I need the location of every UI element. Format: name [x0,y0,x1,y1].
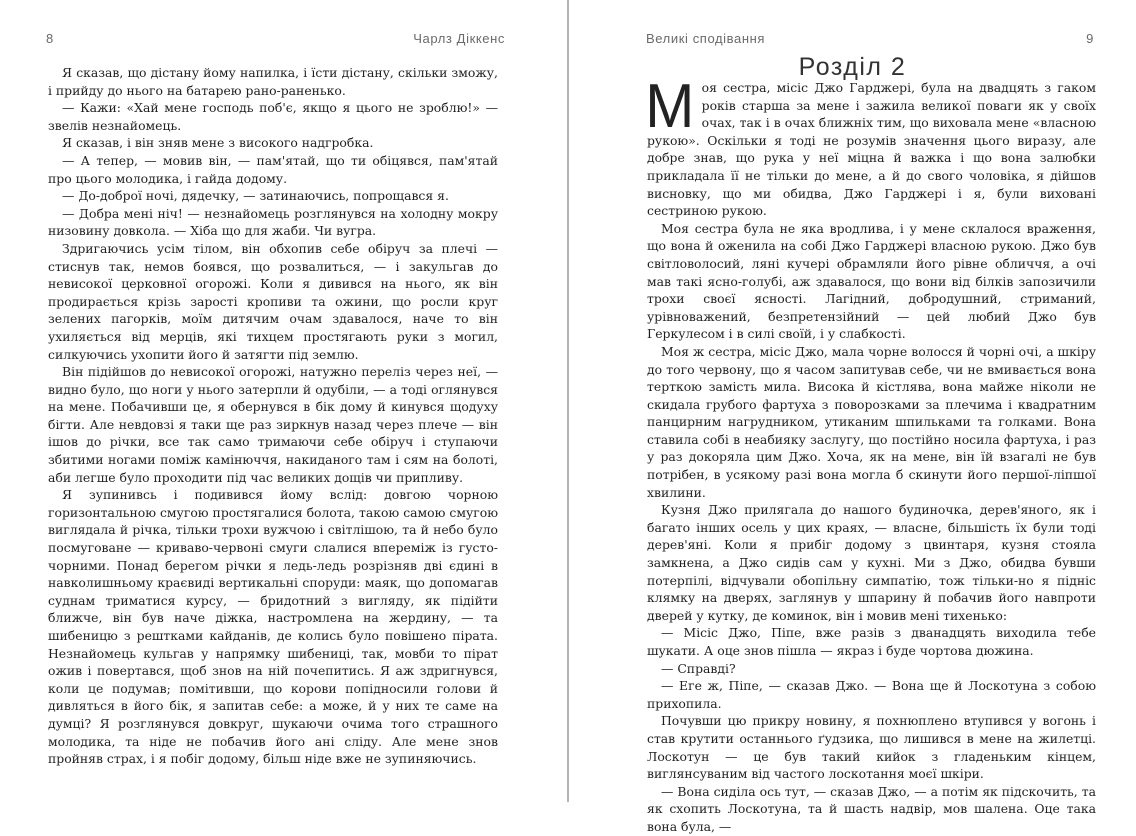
paragraph: — Справді? [661,660,736,676]
paragraph: — Добра мені ніч! — незнайомець розглянувся на холодну мокру низовину довкола. — Хіба що для жаби. Чи вугра. [48,205,498,239]
paragraph: Моя сестра була не яка вродлива, і у мене склалося враження, що вона й оженила на собі Джо Гарджері власною рукою. Джо був світловолосий, ляні кучері обрамляли його рівне обличчя, а очі мав такі ясно-голубі, аж здавалося, що вони від білків запозичили трохи своєї ясності. Лагідний, добродушний, стриманий, урівноважений, безпретензійний — цей любий Джо був Геркулесом і в силі своїй, і у слабкості. [647,220,1096,342]
first-paragraph-text: оя сестра, місіс Джо Гарджері, була на двадцять з гаком років старша за мене і зажила великої поваги як у своїх очах, так і в очах ближніх тим, що виховала мене «власною рукою». Оскільки я тоді не розумів значення цього виразу, але добре знав, що рука у неї міцна й важка і що вона залюбки прикладала її не тільки до мене, а й до свого чоловіка, я дійшов висновку, що ми обидва, Джо Гарджері і я, були виховані сестриною рукою. [647,80,1096,219]
paragraph: — До-доброї ночі, дядечку, — затинаючись, попрощався я. [62,188,449,204]
drop-cap: М [645,72,695,141]
paragraph: Кузня Джо прилягала до нашого будиночка, дерев'яного, як і багато інших осель у цих краях, — власне, більшість їх були тоді дерев'яні. Коли я прибіг додому з цвинтаря, кузня стояла замкнена, а Джо сидів сам у кухні. Ми з Джо, обидва бувши потерпілі, відчували обопільну симпатію, тож тільки-но я підніс клямку на дверях, заглянув у шпарину й побачив його навпроти дверей у кутку, де коминок, він і мовив мені тихенько: [647,502,1096,623]
paragraph: Він підійшов до невисокої огорожі, натужно переліз через неї, — видно було, що ноги у нього затерпли й одубіли, — а тоді оглянувся на мене. Побачивши це, я обернувся в бік дому й кинувся щодуху бігти. Але невдовзі я таки ще раз зиркнув назад через плече — він ішов до річки, все так само тримаючи себе обіруч і ступаючи збитими ногами поміж камінюччя, накиданого там і сям на болоті, аби легше було проходити під час великих дощів чи припливу. [48,364,498,485]
running-title-book: Великі сподівання [646,31,766,46]
right-page [569,0,1136,834]
first-paragraph [645,72,1096,220]
paragraph: — А тепер, — мовив він, — пам'ятай, що ти обіцявся, пам'ятай про цього молодика, і гайда додому. [48,152,498,186]
paragraph: — Вона сиділа ось тут, — сказав Джо, — а потім як підскочить, та як схопить Лоскотуна, та й шасть надвір, мов шалена. Оце така вона була, — [647,783,1096,834]
paragraph: — Кажи: «Хай мене господь поб'є, якщо я цього не зроблю!» — звелів незнайомець. [48,100,498,133]
page-number: 8 [46,31,54,46]
page-number: 9 [1086,31,1094,46]
paragraph: Здригаючись усім тілом, він обхопив себе обіруч за плечі — стиснув так, немов боявся, що розвалиться, — і закульгав до невисокої церковної огорожі. Коли я дивився на нього, як він продирається крізь зарості кропиви та ожини, що росли круг зелених пагорків, моїм дитячим очам здавалося, наче то він ухиляється від мерців, які тихцем простягають руки з могил, силкуючись ухопити його й затягти під землю. [48,240,498,362]
paragraph: Я сказав, і він зняв мене з високого надгробка. [62,135,374,151]
right-page-body [645,72,1096,836]
running-title-author: Чарлз Діккенс [413,31,505,46]
chapter-title: Розділ 2 [798,53,907,81]
left-page-body [48,64,498,768]
paragraph: Моя ж сестра, місіс Джо, мала чорне волосся й чорні очі, а шкіру до того червону, що я часом запитував себе, чи не вмивається вона терткою замість мила. Висока й кістлява, вона майже ніколи не скидала грубого фартуха з поворозками за плечима і квадратним панцирним нагрудником, утиканим шпильками та голками. Вона ставила собі в неабияку заслугу, що постійно носила фартуха, і раз у раз докоряла цим Джо. Хоча, як на мене, він їй взагалі не був потрібен, в усякому разі вона могла б скинути його першої-ліпшої хвилини. [647,343,1096,500]
left-page [0,0,568,802]
paragraph: Почувши цю прикру новину, я похнюплено втупився у вогонь і став крутити останнього ґудзика, що лишився в мене на жилетці. Лоскотун — це був такий кийок з гладеньким кінцем, виглянсуваним від частого лоскотання моєї шкіри. [647,713,1096,782]
paragraph: Я сказав, що дістану йому напилка, і їсти дістану, скільки зможу, і прийду до нього на батарею рано-раненько. [48,65,498,98]
paragraph: — Місіс Джо, Піпе, вже разів з дванадцять виходила тебе шукати. А оце знов пішла — якраз і буде чортова дюжина. [647,625,1096,658]
paragraph: — Еге ж, Піпе, — сказав Джо. — Вона ще й Лоскотуна з собою прихопила. [647,678,1096,711]
paragraph: Я зупинивсь і подивився йому вслід: довгою чорною горизонтальною смугою простягалися болота, такою самою смугою виглядала й річка, тільки трохи вужчою і світлішою, та й небо було посмуговане — криваво-червоні смуги слалися впереміж із густо-чорними. Понад берегом річки я ледь-ледь розрізняв дві єдині в навколишньому краєвиді вертикальні споруди: маяк, що допомагав суднам триматися курсу, — бридотний з вигляду, як підійти ближче, він був наче діжка, настромлена на жердину, — та шибеницю з рештками кайданів, де колись було повішено пірата. Незнайомець кульгав у напрямку шибениці, так, мовби то пірат ожив і повертався, щоб знов на ній почепитись. Я аж здригнувся, коли це подумав; помітивши, що корови попідносили голови й дивляться в його бік, я запитав себе: а може, й у них те саме на думці? Я розглянувся довкруг, шукаючи очима того страшного молодика, та ніде не побачив його ані сліду. Але мене знов пройняв страх, і я побіг додому, більш ніде вже не зупиняючись. [48,487,498,767]
